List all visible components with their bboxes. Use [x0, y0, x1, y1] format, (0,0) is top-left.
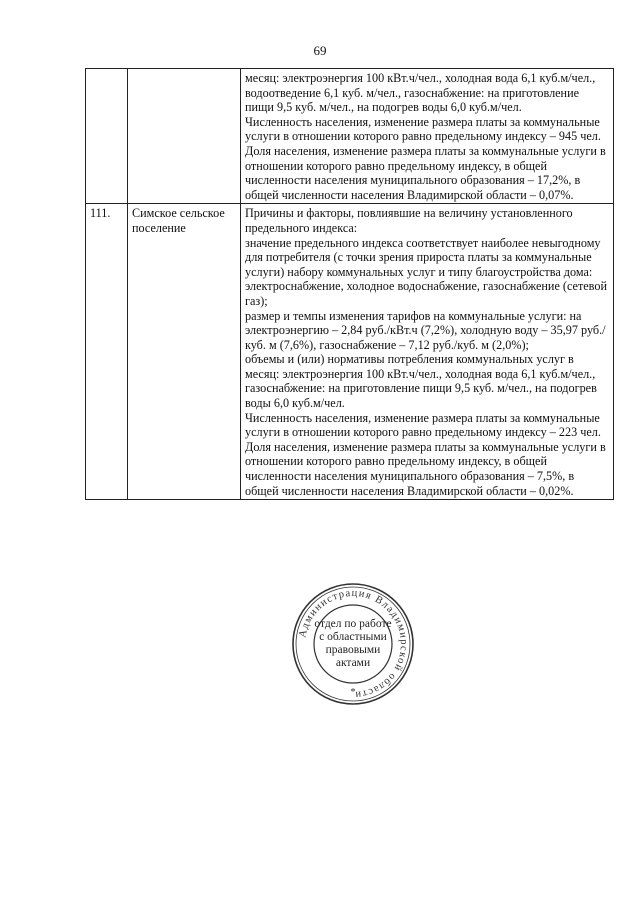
paragraph: месяц: электроэнергия 100 кВт.ч/чел., холодная вода 6,1 куб.м/чел., водоотведение 6,1 куб. м/чел., газоснабжение: на приготовление пищи 9,5 куб. м/чел., на подогрев воды 6,0 куб.м/чел. [245, 71, 596, 115]
municipality-name-cell: Симское сельское поселение [128, 204, 241, 500]
paragraph: Численность населения, изменение размера платы за коммунальные услуги в отношении которого равно предельному индексу – 945 чел. [245, 114, 601, 144]
paragraph: Численность населения, изменение размера платы за коммунальные услуги в отношении которого равно предельному индексу – 223 чел. [245, 410, 601, 440]
municipality-name-cell [128, 69, 241, 204]
stamp-center-line: с областными [319, 631, 387, 643]
paragraph: значение предельного индекса соответствует наиболее невыгодному для потребителя (с точки зрения прироста платы за коммунальные услуги) набору коммунальных услуг и типу благоустройства дома: электроснабжение, холодное водоснабжение, газоснабжение (сетевой газ); [245, 235, 607, 308]
table-row [86, 69, 614, 204]
stamp-center-text [291, 618, 415, 670]
paragraph: Доля населения, изменение размера платы за коммунальные услуги в отношении которого равно предельному индексу, в общей численности населения муниципального образования – 17,2%, в общей численности населения Владимирской области – 0,07%. [245, 143, 606, 202]
paragraph: Причины и факторы, повлиявшие на величину установленного предельного индекса: [245, 206, 573, 235]
stamp-ring-text: Администрация Владимирской области [297, 587, 410, 701]
table-row [86, 204, 614, 500]
stamp-star: * [350, 686, 356, 698]
description-cell [241, 69, 614, 204]
paragraph: объемы и (или) нормативы потребления коммунальных услуг в месяц: электроэнергия 100 кВт.ч/чел., холодная вода 6,1 куб.м/чел., газоснабжение: на приготовление пищи 9,5 куб. м/чел., на подогрев воды 6,0 куб.м/чел. [245, 352, 597, 411]
document-table [85, 68, 614, 500]
description-cell [241, 204, 614, 500]
stamp-center-line: отдел по работе [314, 618, 392, 630]
page-number: 69 [313, 43, 327, 58]
row-number-cell: 111. [86, 204, 128, 500]
stamp-center-line: актами [335, 657, 371, 669]
official-stamp [291, 582, 415, 706]
paragraph: размер и темпы изменения тарифов на коммунальные услуги: на электроэнергию – 2,84 руб./кВт.ч (7,2%), холодную воду – 35,97 руб./куб. м (7,6%), газоснабжение – 7,12 руб./куб. м (2,0%); [245, 308, 606, 352]
paragraph: Доля населения, изменение размера платы за коммунальные услуги в отношении которого равно предельному индексу, в общей численности населения муниципального образования – 7,5%, в общей численности населения Владимирской области – 0,02%. [245, 439, 606, 498]
row-number-cell [86, 69, 128, 204]
stamp-center-line: правовыми [325, 644, 381, 656]
